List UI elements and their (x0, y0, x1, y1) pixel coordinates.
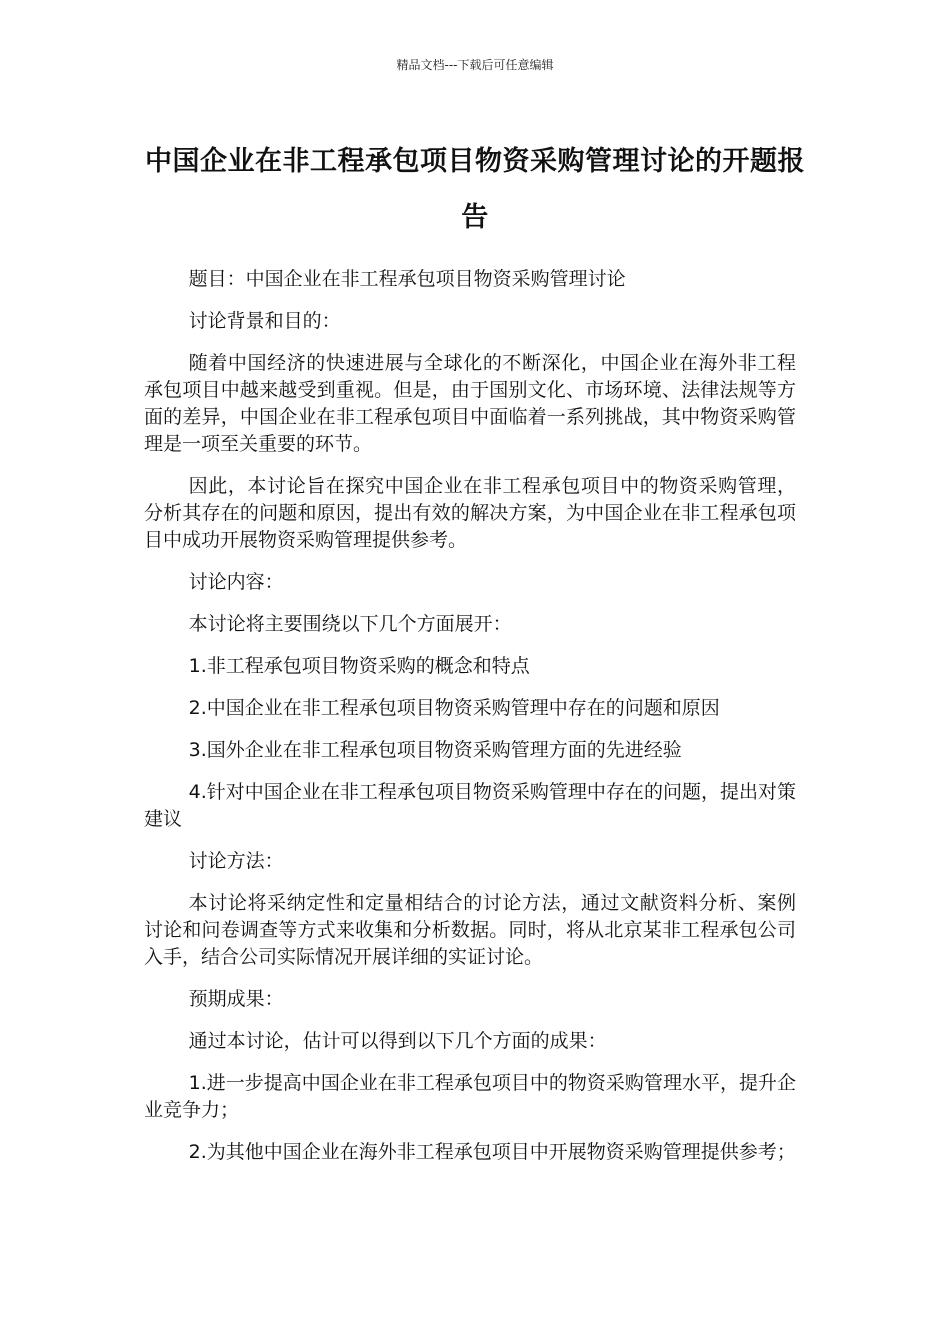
content-list-item: 3.国外企业在非工程承包项目物资采购管理方面的先进经验 (188, 739, 682, 761)
paragraph-content-intro: 本讨论将主要围绕以下几个方面展开： (188, 613, 512, 635)
document-title: 中国企业在非工程承包项目物资采购管理讨论的开题报告 (145, 146, 805, 233)
section-heading-results: 预期成果： (188, 988, 284, 1010)
subject-line: 题目：中国企业在非工程承包项目物资采购管理讨论 (188, 268, 626, 290)
content-list-item: 4.针对中国企业在非工程承包项目物资采购管理中存在的问题，提出对策建议 (144, 781, 796, 830)
page-header: 精品文档---下载后可任意编辑 (396, 58, 554, 72)
paragraph-results-intro: 通过本讨论，估计可以得到以下几个方面的成果： (188, 1030, 607, 1052)
content-list-item: 2.中国企业在非工程承包项目物资采购管理中存在的问题和原因 (188, 697, 720, 719)
results-list-item: 1.进一步提高中国企业在非工程承包项目中的物资采购管理水平，提升企业竞争力； (144, 1072, 796, 1121)
section-heading-background: 讨论背景和目的： (188, 310, 341, 332)
section-heading-method: 讨论方法： (188, 850, 284, 872)
paragraph-purpose: 因此，本讨论旨在探究中国企业在非工程承包项目中的物资采购管理，分析其存在的问题和原因，提出有效的解决方案，为中国企业在非工程承包项目中成功开展物资采购管理提供参考。 (144, 475, 796, 551)
content-list-item: 1.非工程承包项目物资采购的概念和特点 (188, 655, 530, 677)
document-body (144, 266, 796, 1181)
paragraph-method: 本讨论将采纳定性和定量相结合的讨论方法，通过文献资料分析、案例讨论和问卷调查等方式来收集和分析数据。同时，将从北京某非工程承包公司入手，结合公司实际情况开展详细的实证讨论。 (144, 892, 796, 968)
section-heading-content: 讨论内容： (188, 571, 284, 593)
paragraph-background: 随着中国经济的快速进展与全球化的不断深化，中国企业在海外非工程承包项目中越来越受到重视。但是，由于国别文化、市场环境、法律法规等方面的差异，中国企业在非工程承包项目中面临着一系列挑战，其中物资采购管理是一项至关重要的环节。 (144, 352, 796, 455)
results-list-item: 2.为其他中国企业在海外非工程承包项目中开展物资采购管理提供参考； (188, 1141, 796, 1163)
